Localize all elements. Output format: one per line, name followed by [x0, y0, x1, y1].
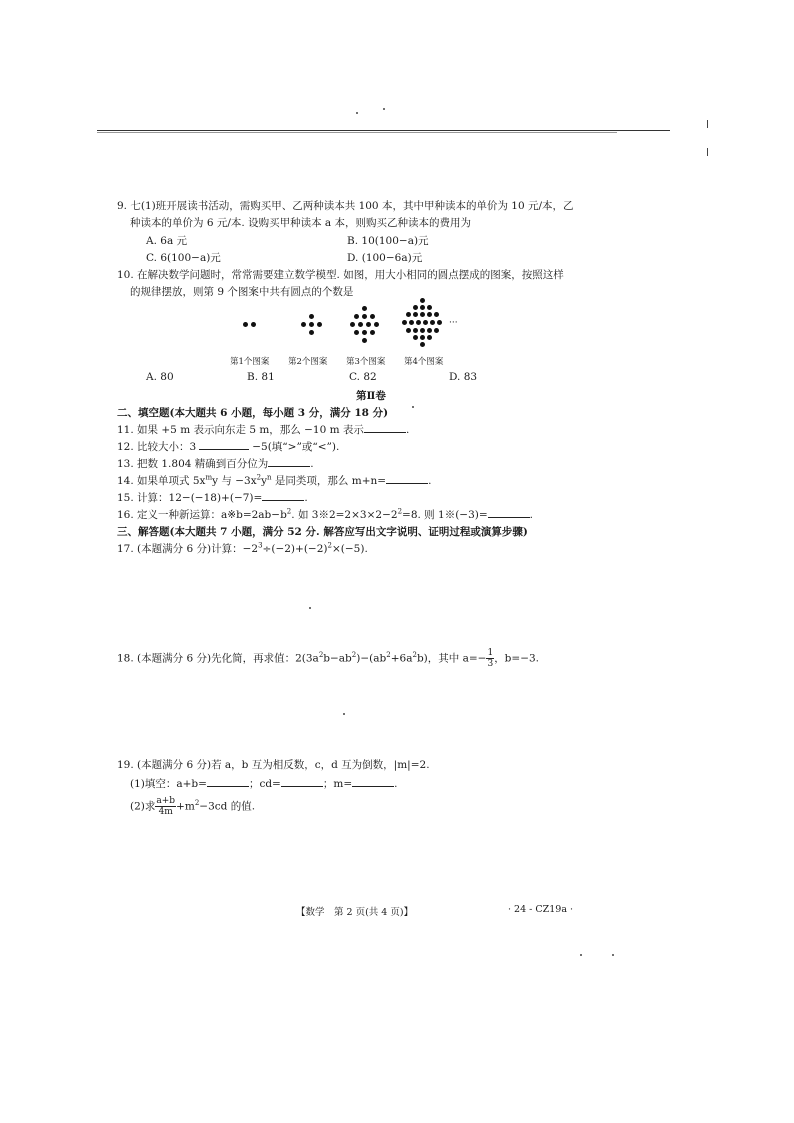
- q14-sup: m: [205, 473, 213, 482]
- pattern-dot: [427, 312, 432, 317]
- pattern-ellipsis: ···: [449, 318, 458, 328]
- q10-line1: 10. 在解决数学问题时，常常需要建立数学模型. 如图，用大小相同的圆点摆成的图案，按照这样: [117, 269, 564, 281]
- q15-answer-blank[interactable]: [262, 490, 304, 501]
- q18-frac-num: 1: [487, 648, 494, 658]
- section3-title: 三、解答题(本大题共 7 小题，满分 52 分. 解答应写出文字说明、证明过程或演算步骤): [117, 526, 528, 538]
- q19-sub2-text: −3cd 的值.: [199, 800, 256, 813]
- pattern-dot: [374, 322, 379, 327]
- footer-code: · 24 - CZ19a ·: [508, 904, 574, 915]
- q19-blank-m[interactable]: [352, 776, 394, 787]
- q19-line1: 19. (本题满分 6 分)若 a，b 互为相反数，c，d 互为倒数，|m|=2.: [117, 759, 430, 771]
- q16-sup: 2: [286, 507, 292, 516]
- q19-sub1-text: .: [394, 778, 398, 790]
- q19-blank-apb[interactable]: [207, 776, 249, 787]
- pattern-dot: [434, 328, 439, 333]
- q16-text: . 如 3※2=2×3×2−2: [291, 509, 398, 521]
- q13-text: 13. 把数 1.804 精确到百分位为: [117, 458, 269, 470]
- q16: [117, 507, 533, 522]
- pattern-dot: [354, 330, 359, 335]
- q14: [117, 473, 431, 488]
- q19-sub1-text: ；cd=: [248, 778, 281, 790]
- pattern-dot: [358, 322, 363, 327]
- pattern-dot: [362, 306, 367, 311]
- q17: [117, 541, 368, 556]
- q10-option-c: C. 82: [349, 371, 377, 383]
- q18-text: +6a: [390, 652, 413, 665]
- q17-text: 17. (本题满分 6 分)计算：−2: [117, 543, 259, 555]
- q18-text: ，b=−3.: [494, 652, 540, 665]
- pattern-dot: [437, 320, 442, 325]
- q18-frac-den: 3: [487, 659, 494, 669]
- q14-text: y: [261, 475, 268, 487]
- pattern-dot: [416, 320, 421, 325]
- pattern-caption-1: 第1个图案: [230, 357, 270, 367]
- q9-option-c: C. 6(100−a)元: [146, 252, 221, 264]
- pattern-dot: [430, 320, 435, 325]
- q19-frac-num: a+b: [156, 796, 176, 806]
- pattern-dot: [354, 314, 359, 319]
- q18-sup: 2: [318, 651, 324, 659]
- pattern-dot: [243, 322, 248, 327]
- section2-title: 二、填空题(本大题共 6 小题，每小题 3 分，满分 18 分): [117, 407, 389, 419]
- q18-text: b)，其中 a=−: [416, 652, 487, 665]
- q17-sup: 2: [327, 541, 332, 550]
- q19-fraction: [155, 796, 176, 817]
- scan-speck: [309, 607, 311, 609]
- q13-answer-blank[interactable]: [268, 456, 310, 467]
- pattern-dot: [420, 342, 425, 347]
- pattern-dot: [413, 335, 418, 340]
- q14-text: y 与 −3x: [212, 475, 257, 487]
- pattern-dot: [413, 312, 418, 317]
- q19-sub1-text: ；m=: [322, 778, 353, 790]
- q17-sup: 3: [258, 541, 263, 550]
- pattern-dot: [420, 335, 425, 340]
- q19-blank-cd[interactable]: [281, 776, 323, 787]
- scan-speck: [343, 713, 345, 715]
- q12: [117, 439, 339, 454]
- pattern-dot: [309, 330, 314, 335]
- q18-text: b−ab: [323, 652, 352, 665]
- q10-option-d: D. 83: [449, 371, 478, 383]
- pattern-dot: [251, 322, 256, 327]
- q19-sub2: [130, 796, 255, 817]
- q18-text: )−(ab: [356, 652, 387, 665]
- part2-title: 第Ⅱ卷: [356, 390, 386, 402]
- q19-sub1-text: (1)填空：a+b=: [130, 778, 207, 790]
- pattern-dot: [406, 328, 411, 333]
- pattern-dot: [317, 322, 322, 327]
- q9-line2: 种读本的单价为 6 元/本. 设购买甲种读本 a 本，则购买乙种读本的费用为: [130, 217, 472, 229]
- pattern-caption-4: 第4个图案: [404, 357, 444, 367]
- q11-end: .: [405, 424, 410, 436]
- q16-text: =8. 则 1※(−3)=: [402, 509, 488, 521]
- header-rule-shadow: [97, 132, 617, 133]
- q14-text: 14. 如果单项式 5x: [117, 475, 206, 487]
- q9-option-b: B. 10(100−a)元: [347, 235, 429, 247]
- pattern-dot: [309, 314, 314, 319]
- pattern-dot: [423, 320, 428, 325]
- q9-option-d: D. (100−6a)元: [347, 252, 423, 264]
- pattern-dot: [362, 338, 367, 343]
- q18-sup: 2: [412, 651, 417, 659]
- scan-mark: [707, 148, 708, 156]
- q17-text: ÷(−2)+(−2): [262, 543, 328, 555]
- scan-speck: [612, 954, 614, 956]
- q11-text: 11. 如果 +5 m 表示向东走 5 m，那么 −10 m 表示: [117, 424, 364, 436]
- q15: [117, 490, 308, 505]
- q14-sup: n: [267, 473, 272, 482]
- q16-end: .: [529, 509, 534, 521]
- q11-answer-blank[interactable]: [364, 422, 406, 433]
- pattern-dot: [434, 312, 439, 317]
- scan-speck: [356, 112, 358, 114]
- pattern-dot: [370, 314, 375, 319]
- pattern-dot: [370, 330, 375, 335]
- pattern-caption-3: 第3个图案: [346, 357, 386, 367]
- pattern-dot: [413, 305, 418, 310]
- scan-speck: [383, 108, 385, 110]
- pattern-dot: [362, 314, 367, 319]
- q16-sup: 2: [397, 507, 403, 516]
- pattern-dot: [301, 322, 306, 327]
- pattern-dot: [350, 322, 355, 327]
- q19-sub1: [130, 776, 397, 791]
- pattern-dot: [406, 312, 411, 317]
- pattern-dot: [420, 328, 425, 333]
- pattern-dot: [420, 312, 425, 317]
- pattern-dot: [366, 322, 371, 327]
- q11: [117, 422, 409, 437]
- pattern-dot: [420, 305, 425, 310]
- q9-line1: 9. 七(1)班开展读书活动，需购买甲、乙两种读本共 100 本，其中甲种读本的单价为 10 元/本，乙: [117, 200, 574, 212]
- q13-end: .: [310, 458, 314, 470]
- pattern-dot: [362, 330, 367, 335]
- pattern-dot: [427, 305, 432, 310]
- q14-text: 是同类项，那么 m+n=: [271, 475, 387, 487]
- q14-sup: 2: [256, 473, 262, 482]
- q14-end: .: [428, 475, 432, 487]
- q16-text: 16. 定义一种新运算：a※b=2ab−b: [117, 509, 287, 521]
- q10-option-b: B. 81: [247, 371, 275, 383]
- pattern-dot: [413, 328, 418, 333]
- q12-text: 12. 比较大小：3: [117, 441, 197, 453]
- q19-sub2-text: (2)求: [130, 800, 156, 813]
- pattern-dot: [409, 320, 414, 325]
- q18: [117, 648, 539, 669]
- q17-text: ×(−5).: [331, 543, 368, 555]
- q19-sub2-text: +m: [176, 800, 195, 813]
- scan-mark: [707, 120, 708, 128]
- pattern-dot: [427, 335, 432, 340]
- q13: [117, 456, 314, 471]
- q12-text-2: −5(填“>”或“<”).: [252, 441, 340, 453]
- q10-line2: 的规律摆放，则第 9 个图案中共有圆点的个数是: [130, 286, 354, 298]
- q18-sup: 2: [386, 651, 391, 659]
- q15-end: .: [304, 492, 308, 504]
- pattern-dot: [427, 328, 432, 333]
- q18-text: 18. (本题满分 6 分)先化简，再求值：2(3a: [117, 652, 319, 665]
- header-rule: [97, 130, 670, 131]
- pattern-dot: [402, 320, 407, 325]
- q16-answer-blank[interactable]: [488, 507, 530, 518]
- q12-answer-blank[interactable]: [199, 439, 249, 450]
- q19-sub2-sup: 2: [194, 799, 200, 807]
- pattern-dot: [309, 322, 314, 327]
- scan-speck: [412, 406, 414, 408]
- scan-speck: [580, 954, 582, 956]
- q19-frac-den: 4m: [158, 807, 173, 817]
- q9-option-a: A. 6a 元: [146, 235, 188, 247]
- pattern-dot: [420, 298, 425, 303]
- pattern-caption-2: 第2个图案: [288, 357, 328, 367]
- q10-option-a: A. 80: [146, 371, 174, 383]
- q15-text: 15. 计算：12−(−18)+(−7)=: [117, 492, 263, 504]
- q18-sup: 2: [351, 651, 357, 659]
- footer-page-info: 【数学 第 2 页(共 4 页)】: [296, 907, 414, 918]
- q14-answer-blank[interactable]: [386, 473, 428, 484]
